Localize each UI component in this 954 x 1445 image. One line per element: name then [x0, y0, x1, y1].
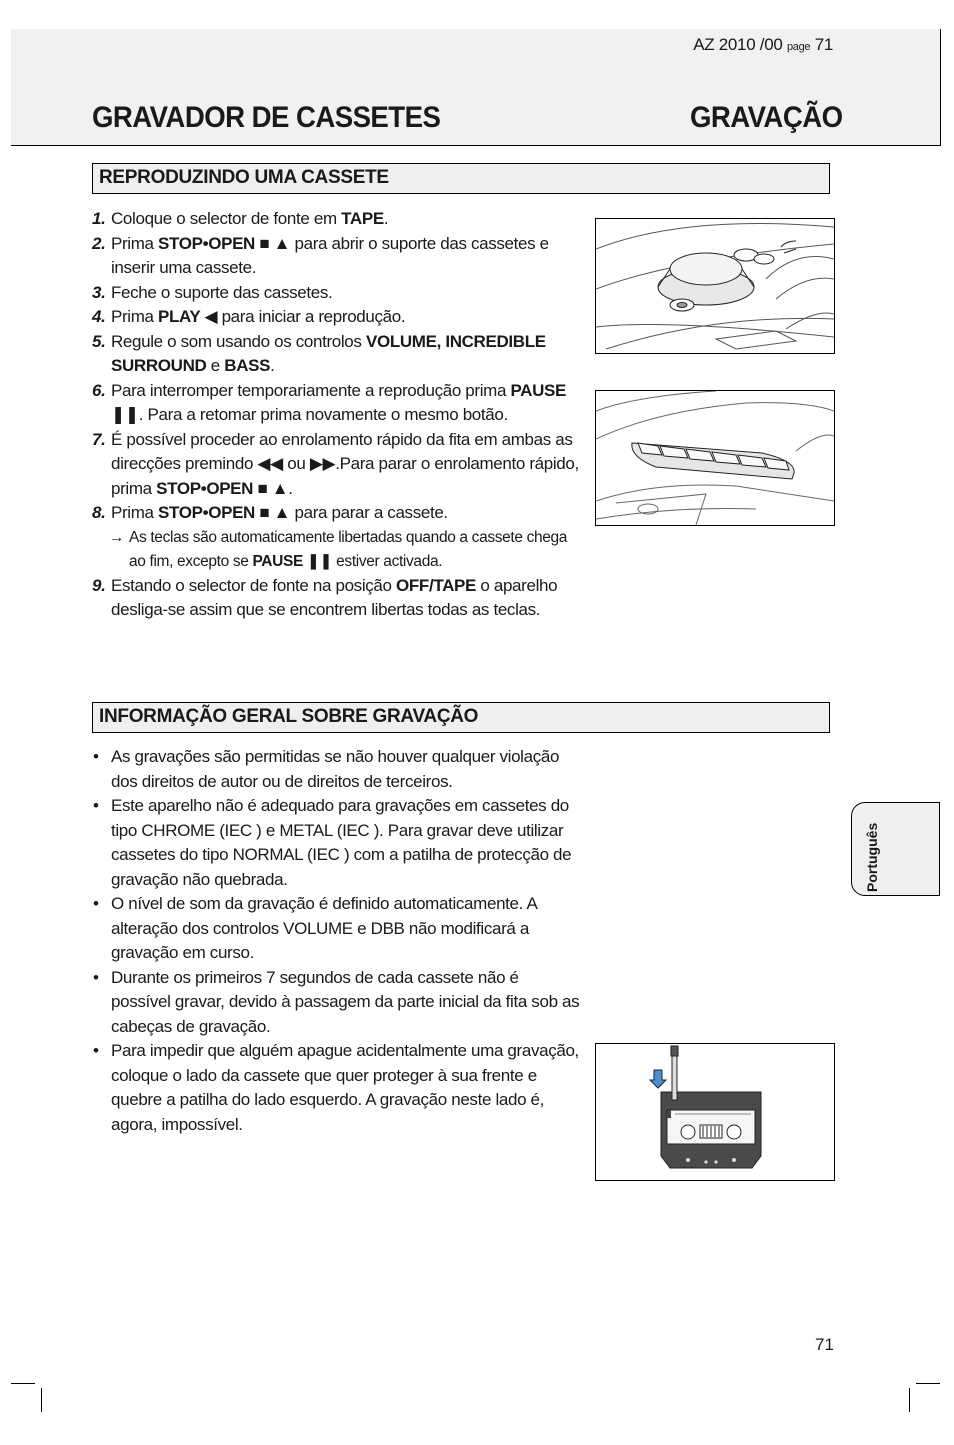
body-text: Coloque o selector de fonte em: [111, 209, 342, 228]
emphasis-text: TAPE: [341, 209, 384, 228]
section-heading-recording-info: INFORMAÇÃO GERAL SOBRE GRAVAÇÃO: [92, 702, 830, 733]
document-reference: [693, 35, 833, 55]
list-item-text: Este aparelho não é adequado para gravações em cassetes do tipo CHROME (IEC ) e METAL (IEC ). Para gravar deve utilizar cassetes do tipo NORMAL (IEC ) com a patilha de protecção de gravação não quebrada.: [111, 796, 572, 889]
doc-page-label: page: [786, 41, 811, 53]
bullet-icon: •: [93, 894, 99, 913]
body-text: .: [270, 356, 275, 375]
list-item: [92, 966, 582, 1040]
cassette-buttons-illustration: [596, 391, 834, 525]
page-title-left: GRAVADOR DE CASSETES: [92, 101, 441, 134]
language-tab-label: Português: [864, 822, 880, 892]
body-text: As teclas são automaticamente libertadas quando a cassete chega ao fim, excepto se: [129, 528, 568, 570]
body-text: para iniciar a reprodução.: [217, 307, 406, 326]
step-number: 9.: [92, 575, 106, 595]
figure-cassette-tab: [595, 1043, 835, 1181]
step-item: [92, 207, 582, 232]
step-number: 3.: [92, 282, 106, 302]
page-title-right: GRAVAÇÃO: [690, 101, 843, 134]
step-number: 4.: [92, 307, 106, 326]
crop-mark: [11, 1383, 35, 1384]
step-item: [92, 428, 582, 502]
body-text: Para interromper temporariamente a reprodução prima: [111, 380, 511, 400]
step-item: [92, 305, 582, 330]
crop-mark: [916, 1383, 940, 1384]
emphasis-text: BASS: [224, 356, 271, 375]
list-item: [92, 892, 582, 966]
crop-mark: [41, 1388, 42, 1412]
body-text: Regule o som usando os controlos: [111, 331, 366, 351]
figure-cassette-buttons: [595, 390, 835, 526]
body-text: . Para a retomar prima novamente o mesmo botão.: [138, 405, 508, 424]
step-item: [92, 330, 582, 379]
list-item: [92, 794, 582, 892]
body-text: Prima: [111, 503, 159, 522]
list-item-text: Durante os primeiros 7 segundos de cada cassete não é possível gravar, devido à passagem da parte inicial da fita sob as cabeças de gravação.: [111, 967, 580, 1036]
emphasis-text: PLAY ◀: [158, 307, 218, 326]
bullet-icon: •: [93, 747, 99, 766]
body-text: e: [206, 356, 225, 375]
step-item: [92, 574, 582, 623]
emphasis-text: VOLUME, INCREDIBLE SURROUND: [111, 331, 546, 375]
arrow-icon: →: [109, 528, 125, 546]
emphasis-text: STOP•OPEN ■ ▲: [158, 503, 291, 522]
emphasis-text: PAUSE ❚❚: [252, 552, 333, 570]
body-text: estiver activada.: [332, 552, 443, 570]
recording-info-list: [92, 745, 582, 1137]
step-note: [92, 526, 582, 574]
emphasis-text: STOP•OPEN ■ ▲: [156, 478, 289, 498]
bullet-icon: •: [93, 1041, 99, 1060]
step-item: [92, 501, 582, 526]
doc-model: AZ 2010 /00: [693, 35, 783, 54]
body-text: .: [383, 209, 389, 228]
step-item: [92, 232, 582, 281]
figure-cassette-deck-knob: [595, 218, 835, 354]
list-item-text: As gravações são permitidas se não houver qualquer violação dos direitos de autor ou de direitos de terceiros.: [111, 747, 560, 791]
body-text: o aparelho desliga-se assim que se encontrem libertas todas as teclas.: [111, 575, 558, 619]
body-text: para parar a cassete.: [290, 503, 448, 522]
playback-steps-list: [92, 207, 582, 623]
step-number: 6.: [92, 380, 106, 400]
crop-mark: [909, 1388, 910, 1412]
list-item-text: O nível de som da gravação é definido automaticamente. A alteração dos controlos VOLUME e DBB não modificará a gravação em curso.: [111, 894, 537, 962]
step-number: 8.: [92, 503, 106, 522]
cassette-deck-knob-illustration: [596, 219, 834, 353]
body-text: Prima: [111, 307, 159, 326]
body-text: Feche o suporte das cassetes.: [111, 282, 333, 302]
list-item: [92, 1039, 582, 1137]
step-item: [92, 379, 582, 428]
step-number: 1.: [92, 209, 106, 228]
body-text: É possível proceder ao enrolamento rápido da fita em ambas as direcções premindo ◀◀ ou ▶▶.Para parar o enrolamento rápido, prima: [111, 429, 579, 498]
doc-page-number: 71: [814, 35, 833, 54]
section-heading-playback: REPRODUZINDO UMA CASSETE: [92, 163, 830, 194]
body-text: Estando o selector de fonte na posição: [111, 575, 396, 595]
bullet-icon: •: [93, 796, 99, 815]
emphasis-text: STOP•OPEN ■ ▲: [158, 233, 291, 253]
page-number: 71: [815, 1335, 834, 1354]
list-item-text: Para impedir que alguém apague acidentalmente uma gravação, coloque o lado da cassete que quer proteger à sua frente e quebre a patilha do lado esquerdo. A gravação neste lado é, agora, impossível.: [111, 1041, 579, 1134]
body-text: .: [288, 478, 293, 498]
body-text: Prima: [111, 233, 159, 253]
step-number: 7.: [92, 429, 106, 449]
list-item: [92, 745, 582, 794]
emphasis-text: OFF/TAPE: [396, 575, 476, 595]
emphasis-text: PAUSE ❚❚: [111, 380, 567, 424]
bullet-icon: •: [93, 967, 99, 987]
body-text: para abrir o suporte das cassetes e inserir uma cassete.: [111, 233, 549, 277]
step-number: 2.: [92, 233, 106, 253]
cassette-write-protect-illustration: [596, 1044, 834, 1180]
step-number: 5.: [92, 331, 106, 351]
step-item: [92, 281, 582, 306]
